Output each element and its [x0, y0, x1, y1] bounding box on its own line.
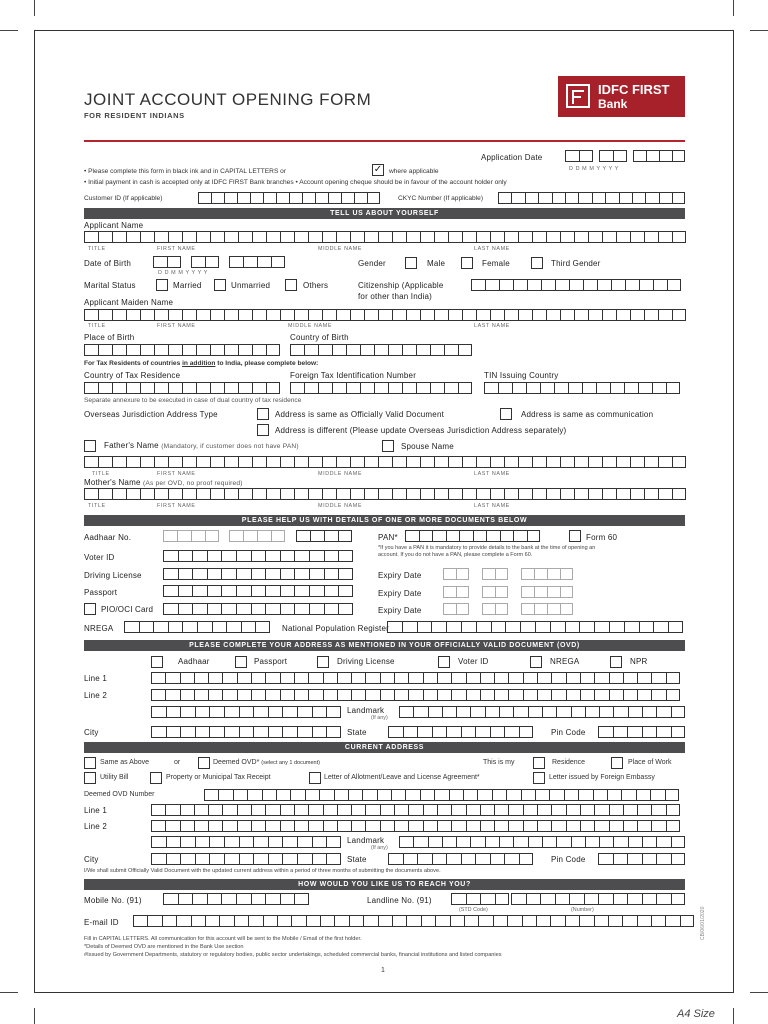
citizenship-input[interactable] — [471, 279, 681, 291]
father-name-label: Father's Name (Mandatory, if customer does not have PAN) — [104, 441, 299, 450]
crop-mark — [733, 1008, 734, 1024]
ovd-landmark-label: Landmark — [347, 706, 385, 715]
expiry-date-dl-label: Expiry Date — [378, 571, 422, 580]
citizenship-label: Citizenship (Applicable — [358, 281, 444, 290]
expiry-dl-year[interactable] — [521, 568, 573, 580]
ovd-passport-checkbox[interactable] — [235, 656, 247, 668]
bank-logo-icon — [566, 84, 590, 108]
current-landmark-label: Landmark — [347, 836, 385, 845]
current-line2-input[interactable] — [151, 820, 680, 832]
ovd-line3-input[interactable] — [151, 706, 341, 718]
ovd-line2-input[interactable] — [151, 689, 680, 701]
current-state-label: State — [347, 855, 367, 864]
crop-mark — [750, 992, 768, 993]
place-of-birth-label: Place of Birth — [84, 333, 135, 342]
unmarried-label: Unmarried — [231, 281, 271, 290]
number-hint: (Number) — [571, 907, 594, 913]
country-of-birth-input[interactable] — [290, 344, 472, 356]
place-of-work-label: Place of Work — [628, 759, 672, 766]
country-of-birth-label: Country of Birth — [290, 333, 349, 342]
instruction-payment: • Initial payment in cash is accepted only at IDFC FIRST Bank branches • Account opening cheque should be in favour of the account holder only — [84, 179, 507, 186]
aadhaar-masked-2 — [229, 530, 285, 542]
email-input[interactable] — [133, 915, 694, 927]
expiry-passport-year[interactable] — [521, 586, 573, 598]
customer-id-label: Customer ID (If applicable) — [84, 195, 163, 202]
deemed-ovd-label: Deemed OVD* (select any 1 document) — [213, 759, 320, 766]
tax-note: For Tax Residents of countries in addition to India, please complete below: — [84, 360, 319, 367]
letter-allotment-checkbox[interactable] — [309, 772, 321, 784]
hint-last: LAST NAME — [474, 471, 510, 477]
pio-card-label: PIO/OCI Card — [101, 605, 154, 614]
expiry-pio-day[interactable] — [443, 603, 469, 615]
landline-number-input[interactable] — [511, 893, 685, 905]
overseas-comm-checkbox[interactable] — [500, 408, 512, 420]
father-name-checkbox[interactable] — [84, 440, 96, 452]
applicant-name-input[interactable] — [84, 231, 686, 243]
hint-last: LAST NAME — [474, 323, 510, 329]
gender-label: Gender — [358, 259, 386, 268]
application-date-label: Application Date — [481, 153, 543, 162]
overseas-ovd-label: Address is same as Officially Valid Document — [275, 410, 445, 419]
same-as-above-label: Same as Above — [100, 759, 150, 766]
ovd-landmark-input[interactable] — [399, 706, 685, 718]
section-current-address: CURRENT ADDRESS — [84, 742, 685, 753]
voter-id-input[interactable] — [163, 550, 353, 562]
utility-bill-checkbox[interactable] — [84, 772, 96, 784]
property-tax-checkbox[interactable] — [150, 772, 162, 784]
voter-id-label: Voter ID — [84, 553, 115, 562]
pan-note-2: account. If you do not have a PAN, please complete a Form 60. — [378, 552, 533, 558]
deemed-ovd-checkbox[interactable] — [198, 757, 210, 769]
ovd-line2-label: Line 2 — [84, 691, 107, 700]
married-checkbox[interactable] — [156, 279, 168, 291]
ovd-nrega-label: NREGA — [550, 657, 580, 666]
std-code-hint: (STD Code) — [459, 907, 488, 913]
ovd-dl-checkbox[interactable] — [317, 656, 329, 668]
unmarried-checkbox[interactable] — [214, 279, 226, 291]
maiden-name-input[interactable] — [84, 309, 686, 321]
form60-checkbox[interactable] — [569, 530, 581, 542]
hint-last: LAST NAME — [474, 246, 510, 252]
hint-middle: MIDDLE NAME — [288, 323, 333, 329]
ovd-state-input[interactable] — [388, 726, 533, 738]
ovd-pin-label: Pin Code — [551, 728, 586, 737]
crop-mark — [750, 30, 768, 31]
ovd-city-input[interactable] — [151, 726, 341, 738]
instruction-where: where applicable — [389, 168, 439, 175]
expiry-pio-month[interactable] — [482, 603, 508, 615]
nrega-input[interactable] — [124, 621, 270, 633]
nrega-label: NREGA — [84, 624, 114, 633]
crop-mark — [0, 30, 18, 31]
foreign-tin-label: Foreign Tax Identification Number — [290, 371, 417, 380]
hint-title: TITLE — [92, 471, 110, 477]
date-format-hint: D D M M Y Y Y Y — [569, 166, 619, 172]
hint-middle: MIDDLE NAME — [318, 471, 363, 477]
passport-label: Passport — [84, 588, 118, 597]
form-subtitle: FOR RESIDENT INDIANS — [84, 111, 185, 120]
deemed-number-label: Deemed OVD Number — [84, 791, 155, 798]
tin-country-input[interactable] — [484, 382, 680, 394]
ovd-voter-checkbox[interactable] — [438, 656, 450, 668]
passport-input[interactable] — [163, 585, 353, 597]
current-line1-label: Line 1 — [84, 806, 107, 815]
crop-mark — [733, 0, 734, 16]
mobile-input[interactable] — [163, 893, 309, 905]
ovd-landmark-note: (If any) — [371, 715, 388, 721]
npr-label: National Population Register — [282, 624, 389, 633]
ovd-dl-label: Driving License — [337, 657, 395, 666]
mother-name-label: Mother's Name (As per OVD, no proof required) — [84, 478, 243, 487]
pio-card-input[interactable] — [163, 603, 353, 615]
form-title: JOINT ACCOUNT OPENING FORM — [84, 90, 372, 109]
letter-embassy-checkbox[interactable] — [533, 772, 545, 784]
spouse-name-checkbox[interactable] — [382, 440, 394, 452]
ckyc-label: CKYC Number (If applicable) — [398, 195, 484, 202]
this-is-my-label: This is my — [483, 759, 515, 766]
section-reach: HOW WOULD YOU LIKE US TO REACH YOU? — [84, 879, 685, 890]
dob-year[interactable] — [229, 256, 285, 268]
current-line1-input[interactable] — [151, 804, 680, 816]
section-ovd-address: PLEASE COMPLETE YOUR ADDRESS AS MENTIONED IN YOUR OFFICIALLY VALID DOCUMENT (OVD) — [84, 640, 685, 651]
ovd-aadhaar-checkbox[interactable] — [151, 656, 163, 668]
expiry-dl-day[interactable] — [443, 568, 469, 580]
gender-female-checkbox[interactable] — [461, 257, 473, 269]
hint-first: FIRST NAME — [157, 471, 196, 477]
hint-title: TITLE — [88, 503, 106, 509]
tin-country-label: TIN Issuing Country — [484, 371, 559, 380]
aadhaar-masked-1 — [163, 530, 219, 542]
place-of-work-checkbox[interactable] — [611, 757, 623, 769]
place-of-birth-input[interactable] — [84, 344, 280, 356]
paper-size-label: A4 Size — [677, 1008, 715, 1020]
landline-std-input[interactable] — [451, 893, 509, 905]
application-date-year[interactable] — [633, 150, 685, 162]
mobile-label: Mobile No. (91) — [84, 896, 142, 905]
ovd-city-label: City — [84, 728, 99, 737]
ovd-nrega-checkbox[interactable] — [530, 656, 542, 668]
check-mark-icon: ✓ — [373, 164, 383, 175]
same-as-above-checkbox[interactable] — [84, 757, 96, 769]
expiry-pio-year[interactable] — [521, 603, 573, 615]
others-checkbox[interactable] — [285, 279, 297, 291]
logo-text: IDFC FIRST — [598, 82, 670, 97]
letter-allotment-label: Letter of Allotment/Leave and License Agreement* — [324, 774, 480, 781]
ovd-voter-label: Voter ID — [458, 657, 489, 666]
applicant-name-label: Applicant Name — [84, 221, 144, 230]
ovd-pin-input[interactable] — [598, 726, 685, 738]
overseas-ovd-checkbox[interactable] — [257, 408, 269, 420]
current-city-input[interactable] — [151, 853, 341, 865]
expiry-dl-month[interactable] — [482, 568, 508, 580]
pio-card-checkbox[interactable] — [84, 603, 96, 615]
ckyc-input[interactable] — [498, 192, 685, 204]
landline-label: Landline No. (91) — [367, 896, 432, 905]
current-line2-label: Line 2 — [84, 822, 107, 831]
others-label: Others — [303, 281, 329, 290]
footer-note-2: *Details of Deemed OVD are mentioned in the Bank Use section — [84, 944, 244, 950]
undertaking-note: I/We shall submit Officially Valid Document with the updated current address within a period of three months of submitting the documents above. — [84, 868, 441, 874]
driving-license-label: Driving License — [84, 571, 142, 580]
residence-checkbox[interactable] — [533, 757, 545, 769]
npr-input[interactable] — [387, 621, 683, 633]
footer-note-1: Fill in CAPITAL LETTERS. All communication for this account will be sent to the Mobile / Email of the first holder. — [84, 936, 362, 942]
expiry-date-pio-label: Expiry Date — [378, 606, 422, 615]
ovd-line1-input[interactable] — [151, 672, 680, 684]
maiden-name-label: Applicant Maiden Name — [84, 298, 174, 307]
crop-mark — [34, 0, 35, 16]
hint-first: FIRST NAME — [157, 323, 196, 329]
utility-bill-label: Utility Bill — [100, 774, 129, 781]
pan-input[interactable] — [405, 530, 540, 542]
marital-status-label: Marital Status — [84, 281, 136, 290]
application-date-month[interactable] — [599, 150, 627, 162]
ovd-npr-label: NPR — [630, 657, 648, 666]
hint-title: TITLE — [88, 323, 106, 329]
application-date-day[interactable] — [565, 150, 593, 162]
aadhaar-input[interactable] — [296, 530, 352, 542]
form60-label: Form 60 — [586, 533, 618, 542]
header-rule — [84, 140, 685, 142]
gender-third-label: Third Gender — [551, 259, 601, 268]
gender-female-label: Female — [482, 259, 510, 268]
property-tax-label: Property or Municipal Tax Receipt — [166, 774, 271, 781]
hint-last: LAST NAME — [474, 503, 510, 509]
or-label: or — [174, 759, 181, 766]
crop-mark — [34, 1008, 35, 1024]
aadhaar-label: Aadhaar No. — [84, 533, 132, 542]
gender-male-label: Male — [427, 259, 446, 268]
mother-name-input[interactable] — [84, 488, 686, 500]
page-number: 1 — [381, 967, 385, 974]
customer-id-input[interactable] — [198, 192, 380, 204]
driving-license-input[interactable] — [163, 568, 353, 580]
deemed-number-input[interactable] — [204, 789, 679, 801]
hint-first: FIRST NAME — [157, 246, 196, 252]
letter-embassy-label: Letter issued by Foreign Embassy — [549, 774, 655, 781]
overseas-diff-label: Address is different (Please update Overseas Jurisdiction Address separately) — [275, 426, 567, 435]
father-spouse-name-input[interactable] — [84, 456, 686, 468]
country-tax-label: Country of Tax Residence — [84, 371, 181, 380]
annexure-note: Separate annexure to be executed in case of dual country of tax residence — [84, 397, 302, 404]
gender-third-checkbox[interactable] — [531, 257, 543, 269]
dob-day[interactable] — [153, 256, 181, 268]
hint-first: FIRST NAME — [157, 503, 196, 509]
expiry-passport-month[interactable] — [482, 586, 508, 598]
current-line3-input[interactable] — [151, 836, 341, 848]
hint-middle: MIDDLE NAME — [318, 503, 363, 509]
citizenship-label-2: for other than India) — [358, 292, 433, 301]
spouse-name-label: Spouse Name — [401, 442, 454, 451]
ovd-passport-label: Passport — [254, 657, 288, 666]
hint-title: TITLE — [88, 246, 106, 252]
form-code: CB/06/01/2020 — [700, 906, 706, 940]
overseas-comm-label: Address is same as communication — [521, 410, 654, 419]
overseas-diff-checkbox[interactable] — [257, 424, 269, 436]
current-pin-input[interactable] — [598, 853, 685, 865]
country-tax-input[interactable] — [84, 382, 280, 394]
married-label: Married — [173, 281, 202, 290]
hint-middle: MIDDLE NAME — [318, 246, 363, 252]
gender-male-checkbox[interactable] — [405, 257, 417, 269]
current-landmark-note: (If any) — [371, 845, 388, 851]
instruction-ink: • Please complete this form in black ink and in CAPITAL LETTERS or — [84, 168, 287, 175]
overseas-type-label: Overseas Jurisdiction Address Type — [84, 410, 218, 419]
ovd-line1-label: Line 1 — [84, 674, 107, 683]
expiry-date-passport-label: Expiry Date — [378, 589, 422, 598]
residence-label: Residence — [552, 759, 586, 766]
dob-hint: D D M M Y Y Y Y — [158, 270, 208, 276]
email-label: E-mail ID — [84, 918, 119, 927]
ovd-aadhaar-label: Aadhaar — [178, 657, 210, 666]
ovd-npr-checkbox[interactable] — [610, 656, 622, 668]
section-yourself: TELL US ABOUT YOURSELF — [84, 208, 685, 219]
logo-text-bank: Bank — [598, 97, 628, 111]
current-landmark-input[interactable] — [399, 836, 685, 848]
current-city-label: City — [84, 855, 99, 864]
footer-note-3: #Issued by Government Departments, statutory or regulatory bodies, public sector undertakings, scheduled commercial banks, financial institutions and listed companies — [84, 952, 502, 958]
crop-mark — [0, 992, 18, 993]
pan-note-1: *If you have a PAN it is mandatory to provide details to the bank at the time of opening an — [378, 545, 596, 551]
idfc-logo — [558, 76, 685, 117]
ovd-state-label: State — [347, 728, 367, 737]
dob-label: Date of Birth — [84, 259, 132, 268]
current-state-input[interactable] — [388, 853, 533, 865]
current-pin-label: Pin Code — [551, 855, 586, 864]
expiry-passport-day[interactable] — [443, 586, 469, 598]
dob-month[interactable] — [191, 256, 219, 268]
section-documents: PLEASE HELP US WITH DETAILS OF ONE OR MORE DOCUMENTS BELOW — [84, 515, 685, 526]
foreign-tin-input[interactable] — [290, 382, 472, 394]
pan-label: PAN* — [378, 533, 398, 542]
